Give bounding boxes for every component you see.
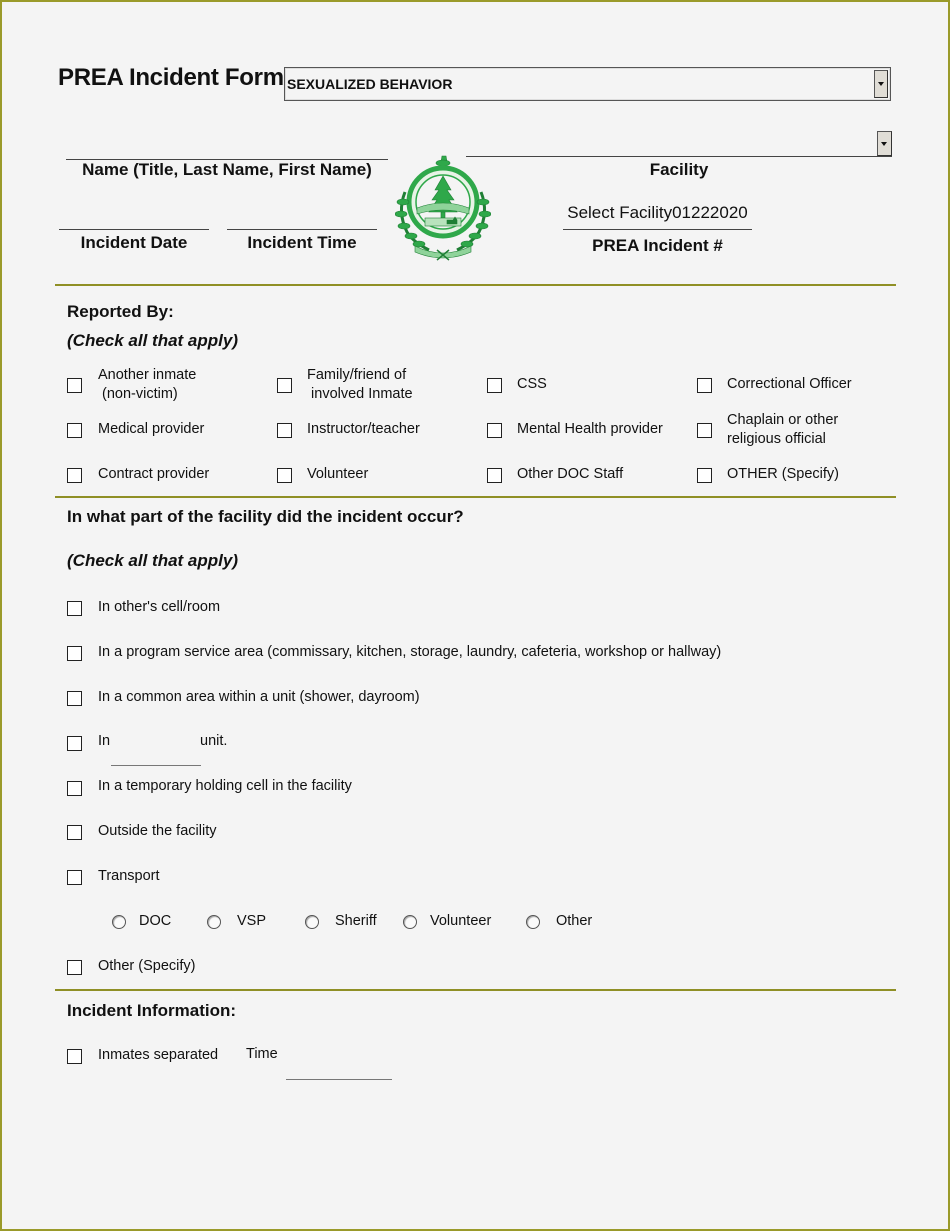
incident-time-label: Incident Time	[247, 233, 357, 252]
option-others-cell: In other's cell/room	[98, 599, 221, 615]
incident-number-label: PREA Incident #	[592, 236, 723, 255]
option-chaplain: Chaplain or other religious official	[727, 412, 839, 447]
checkbox-holding-cell[interactable]	[67, 781, 82, 796]
radio-vsp[interactable]	[207, 915, 221, 929]
form-title: PREA Incident Form	[58, 64, 284, 91]
option-other-doc-staff: Other DOC Staff	[517, 466, 624, 482]
incident-time-field[interactable]	[227, 229, 377, 230]
option-medical-provider: Medical provider	[98, 421, 205, 437]
checkbox-family-friend[interactable]	[277, 378, 292, 393]
radio-other-label: Other	[556, 913, 593, 929]
option-instructor-teacher: Instructor/teacher	[307, 421, 420, 437]
name-label: Name (Title, Last Name, First Name)	[82, 160, 372, 179]
option-inmates-separated: Inmates separated	[98, 1047, 219, 1063]
chevron-down-icon[interactable]	[877, 131, 892, 156]
option-unit-suffix: unit.	[200, 733, 228, 749]
reported-by-instruction: (Check all that apply)	[67, 331, 238, 350]
incident-info-heading: Incident Information:	[67, 1001, 237, 1020]
checkbox-contract-provider[interactable]	[67, 468, 82, 483]
checkbox-others-cell[interactable]	[67, 601, 82, 616]
checkbox-another-inmate[interactable]	[67, 378, 82, 393]
checkbox-location-other[interactable]	[67, 960, 82, 975]
checkbox-other-specify[interactable]	[697, 468, 712, 483]
checkbox-instructor-teacher[interactable]	[277, 423, 292, 438]
radio-doc[interactable]	[112, 915, 126, 929]
vermont-seal-icon	[395, 152, 491, 262]
checkbox-common-area[interactable]	[67, 691, 82, 706]
checkbox-correctional-officer[interactable]	[697, 378, 712, 393]
location-heading: In what part of the facility did the incident occur?	[67, 507, 464, 526]
option-css: CSS	[517, 376, 547, 392]
option-transport: Transport	[98, 868, 160, 884]
option-in-unit: In	[98, 733, 111, 749]
section-divider	[55, 284, 896, 286]
option-another-inmate: Another inmate (non-victim)	[98, 367, 197, 402]
option-location-other: Other (Specify)	[98, 958, 196, 974]
option-common-area: In a common area within a unit (shower, dayroom)	[98, 689, 420, 705]
facility-label: Facility	[649, 160, 709, 179]
incident-number-value[interactable]: Select Facility01222020	[567, 203, 748, 222]
facility-field[interactable]	[466, 156, 892, 157]
checkbox-inmates-separated[interactable]	[67, 1049, 82, 1064]
incident-number-field	[563, 229, 752, 230]
incident-date-label: Incident Date	[80, 233, 188, 252]
checkbox-css[interactable]	[487, 378, 502, 393]
checkbox-mental-health-provider[interactable]	[487, 423, 502, 438]
radio-sheriff-label: Sheriff	[335, 913, 377, 929]
option-mental-health-provider: Mental Health provider	[517, 421, 663, 437]
option-holding-cell: In a temporary holding cell in the facility	[98, 778, 352, 794]
radio-doc-label: DOC	[139, 913, 172, 929]
location-instruction: (Check all that apply)	[67, 551, 238, 570]
unit-name-field[interactable]	[111, 765, 201, 766]
radio-vsp-label: VSP	[237, 913, 267, 929]
facility-select[interactable]	[876, 131, 892, 156]
incident-type-select[interactable]	[284, 67, 891, 101]
option-other-specify: OTHER (Specify)	[727, 466, 839, 482]
checkbox-outside-facility[interactable]	[67, 825, 82, 840]
section-divider	[55, 496, 896, 498]
checkbox-in-unit[interactable]	[67, 736, 82, 751]
option-correctional-officer: Correctional Officer	[727, 376, 852, 392]
reported-by-heading: Reported By:	[67, 302, 174, 321]
section-divider	[55, 989, 896, 991]
radio-sheriff[interactable]	[305, 915, 319, 929]
checkbox-program-service-area[interactable]	[67, 646, 82, 661]
option-outside-facility: Outside the facility	[98, 823, 217, 839]
state-seal	[395, 152, 491, 262]
checkbox-transport[interactable]	[67, 870, 82, 885]
radio-other[interactable]	[526, 915, 540, 929]
radio-volunteer-label: Volunteer	[430, 913, 492, 929]
option-volunteer: Volunteer	[307, 466, 369, 482]
option-program-service-area: In a program service area (commissary, kitchen, storage, laundry, cafeteria, workshop or hallway)	[98, 644, 722, 660]
checkbox-chaplain[interactable]	[697, 423, 712, 438]
separated-time-label: Time	[246, 1046, 278, 1062]
option-contract-provider: Contract provider	[98, 466, 210, 482]
radio-volunteer[interactable]	[403, 915, 417, 929]
chevron-down-icon[interactable]	[874, 70, 888, 98]
option-family-friend: Family/friend of involved Inmate	[307, 367, 413, 402]
checkbox-medical-provider[interactable]	[67, 423, 82, 438]
incident-date-field[interactable]	[59, 229, 209, 230]
separated-time-field[interactable]	[286, 1079, 392, 1080]
incident-type-value: SEXUALIZED BEHAVIOR	[287, 76, 453, 92]
checkbox-volunteer[interactable]	[277, 468, 292, 483]
checkbox-other-doc-staff[interactable]	[487, 468, 502, 483]
